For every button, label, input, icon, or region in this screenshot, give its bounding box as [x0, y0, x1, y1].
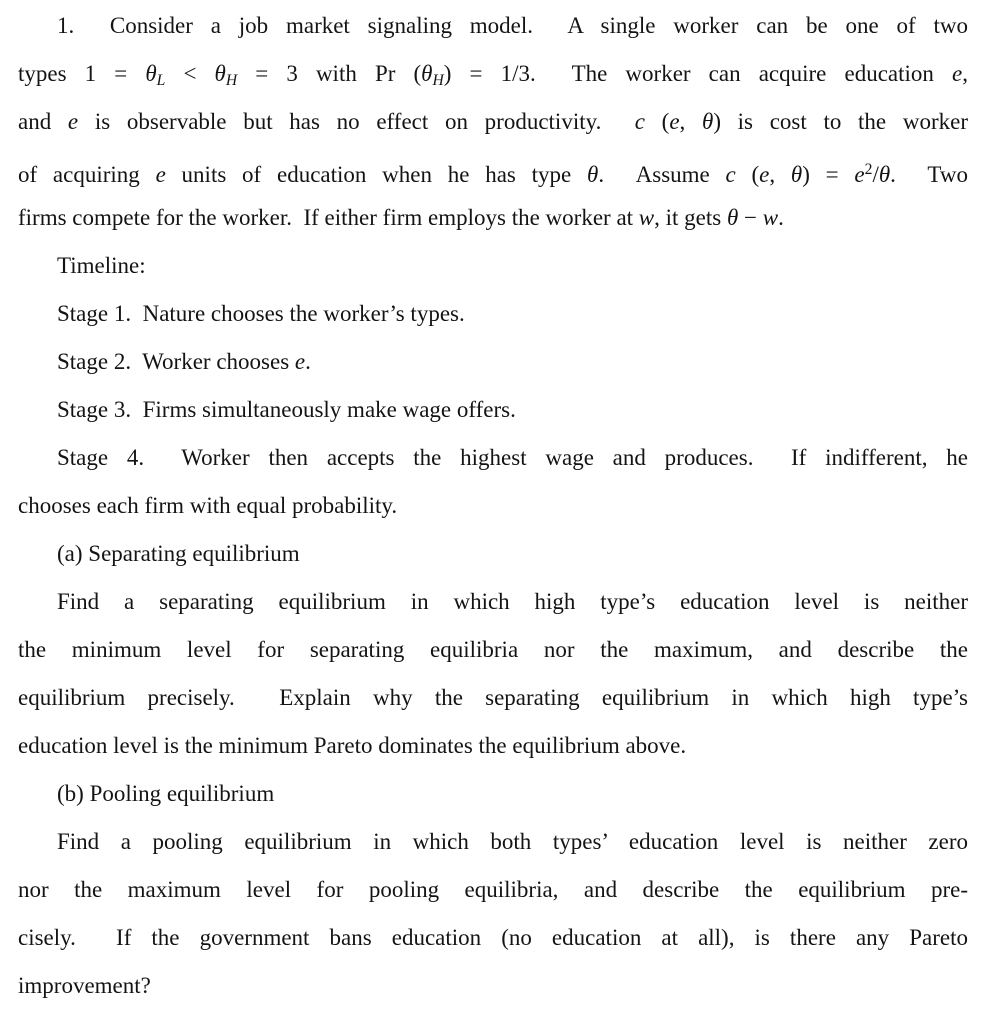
text-run: . [305, 349, 311, 374]
text-run: types 1 = [18, 61, 146, 86]
text-run: , it gets [654, 205, 727, 230]
text-line [18, 770, 968, 818]
math-variable: e [669, 109, 680, 134]
text-run: , [962, 61, 968, 86]
text-run: the minimum level for separating equilibria nor the maximum, and describe the [18, 637, 968, 662]
math-variable: e [759, 161, 770, 187]
text-line [18, 962, 968, 1010]
text-run: firms compete for the worker. If either firm employs the worker at [18, 205, 639, 230]
text-run: = 3 with Pr ( [237, 61, 422, 86]
text-run: Find a separating equilibrium in which high type’s education level is neither [57, 589, 968, 614]
text-run: Stage 1. Nature chooses the worker’s types. [57, 301, 465, 326]
text-run: ( [644, 109, 670, 134]
text-line [18, 434, 968, 482]
text-run: . [778, 205, 784, 230]
math-variable: w [638, 205, 655, 230]
math-variable: e [854, 161, 865, 187]
text-line [18, 722, 968, 770]
text-line [18, 290, 968, 338]
text-run: (b) Pooling equilibrium [57, 781, 275, 806]
text-run: ) = 1/3. The worker can acquire education [443, 61, 952, 86]
text-run: , [679, 109, 702, 134]
paragraph [18, 770, 968, 818]
text-run: − [738, 205, 763, 230]
text-run: Stage 3. Firms simultaneously make wage offers. [57, 397, 516, 422]
text-line [18, 242, 968, 290]
text-line [18, 2, 968, 50]
text-run: and [18, 109, 68, 134]
paragraph [18, 386, 968, 434]
text-line [18, 578, 968, 626]
text-run: ( [735, 161, 760, 187]
text-run: cisely. If the government bans education (no education at all), is there any Pareto [18, 925, 968, 950]
math-variable: c [725, 161, 736, 187]
text-run: Stage 4. Worker then accepts the highest wage and produces. If indifferent, he [57, 445, 968, 470]
paragraph [18, 290, 968, 338]
text-run: . Two [890, 161, 968, 187]
text-line [18, 98, 968, 146]
text-run: (a) Separating equilibrium [57, 541, 300, 566]
text-run: Timeline: [57, 253, 146, 278]
math-variable: e [952, 61, 963, 86]
text-line [18, 818, 968, 866]
text-run: ) is cost to the worker [713, 109, 968, 134]
math-variable: e [67, 109, 79, 134]
text-run: 1. Consider a job market signaling model. A single worker can be one of two [57, 13, 968, 38]
math-variable: θ [421, 61, 433, 86]
text-run: < [165, 61, 215, 86]
math-subscript: L [156, 71, 166, 89]
paragraph [18, 2, 968, 242]
math-variable: θ [587, 161, 599, 187]
math-variable: θ [145, 61, 157, 86]
text-run: is observable but has no effect on productivity. [78, 109, 635, 134]
text-run: / [872, 161, 879, 187]
math-variable: θ [214, 61, 226, 86]
math-superscript: 2 [864, 161, 873, 178]
text-line [18, 866, 968, 914]
text-run: . Assume [598, 161, 726, 187]
paragraph [18, 578, 968, 770]
math-variable: θ [790, 161, 803, 187]
text-run: chooses each firm with equal probability. [18, 493, 398, 518]
paragraph [18, 434, 968, 530]
text-line [18, 530, 968, 578]
text-run: improvement? [18, 973, 151, 998]
math-variable: w [762, 205, 779, 230]
text-line [18, 482, 968, 530]
text-line [18, 626, 968, 674]
paragraph [18, 242, 968, 290]
math-variable: θ [726, 205, 739, 230]
text-run: of acquiring [18, 161, 156, 187]
paragraph [18, 530, 968, 578]
math-variable: e [294, 349, 306, 374]
text-line [18, 50, 968, 98]
text-run: ) = [802, 161, 855, 187]
text-line [18, 146, 968, 194]
text-run: nor the maximum level for pooling equilibria, and describe the equilibrium pre- [18, 877, 968, 902]
paragraph [18, 818, 968, 1010]
math-variable: θ [702, 109, 714, 134]
text-run: , [769, 161, 791, 187]
text-run: equilibrium precisely. Explain why the separating equilibrium in which high type’s [18, 685, 968, 710]
text-line [18, 914, 968, 962]
document-body [18, 2, 968, 1010]
math-variable: c [634, 109, 645, 134]
paragraph [18, 338, 968, 386]
text-line [18, 386, 968, 434]
text-run: units of education when he has type [165, 161, 588, 187]
text-line [18, 194, 968, 242]
math-subscript: H [432, 71, 444, 89]
text-line [18, 338, 968, 386]
math-variable: θ [878, 161, 891, 187]
text-run: Find a pooling equilibrium in which both types’ education level is neither zero [57, 829, 968, 854]
math-subscript: H [225, 71, 238, 89]
text-run: education level is the minimum Pareto dominates the equilibrium above. [18, 733, 687, 758]
text-line [18, 674, 968, 722]
math-variable: e [155, 161, 166, 187]
text-run: Stage 2. Worker chooses [57, 349, 295, 374]
